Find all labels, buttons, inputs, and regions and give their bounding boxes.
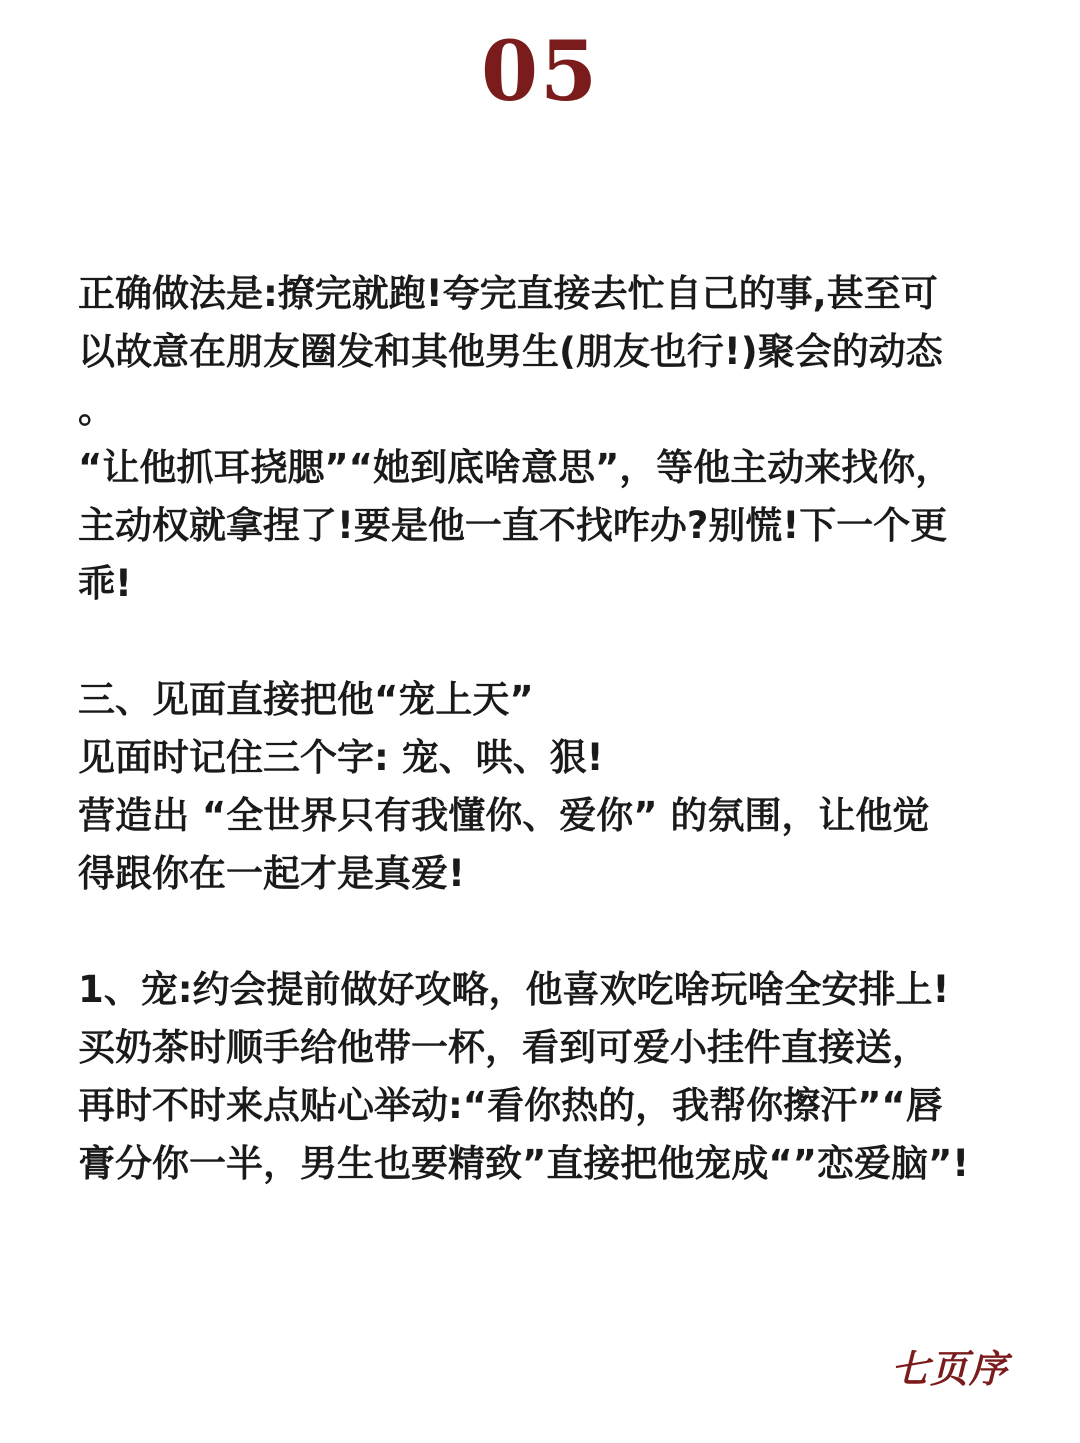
text-line: 。 bbox=[78, 388, 115, 431]
text-line: 以故意在朋友圈发和其他男生(朋友也行!)聚会的动态 bbox=[78, 330, 943, 373]
paragraph-gap bbox=[78, 903, 1010, 961]
text-line: 正确做法是:撩完就跑!夸完直接去忙自己的事,甚至可 bbox=[78, 272, 938, 315]
text-line: “让他抓耳挠腮”“她到底啥意思”，等他主动来找你， bbox=[78, 446, 953, 489]
text-line: 得跟你在一起才是真爱! bbox=[78, 852, 465, 895]
text-line: 乖! bbox=[78, 562, 132, 605]
text-line: 买奶茶时顺手给他带一杯，看到可爱小挂件直接送， bbox=[78, 1026, 929, 1069]
text-line: 见面时记住三个字: 宠、哄、狠! bbox=[78, 736, 604, 779]
paragraph-gap bbox=[78, 613, 1010, 671]
text-line: 主动权就拿捏了!要是他一直不找咋办?别慌!下一个更 bbox=[78, 504, 948, 547]
text-line: 营造出 “全世界只有我懂你、爱你” 的氛围，让他觉 bbox=[78, 794, 930, 837]
paragraph-1 bbox=[78, 265, 1010, 613]
text-line: 1、宠:约会提前做好攻略，他喜欢吃啥玩啥全安排上! bbox=[78, 968, 950, 1011]
text-line: 膏分你一半，男生也要精致”直接把他宠成“”恋爱脑”! bbox=[78, 1142, 970, 1185]
paragraph-2 bbox=[78, 671, 1010, 903]
signature: 七页序 bbox=[890, 1346, 1008, 1391]
section-heading: 三、见面直接把他“宠上天” bbox=[78, 678, 534, 721]
page-number: 05 bbox=[480, 24, 600, 120]
paragraph-3 bbox=[78, 961, 1010, 1193]
text-line: 再时不时来点贴心举动:“看你热的，我帮你擦汗”“唇 bbox=[78, 1084, 943, 1127]
article-body bbox=[78, 265, 1010, 1193]
